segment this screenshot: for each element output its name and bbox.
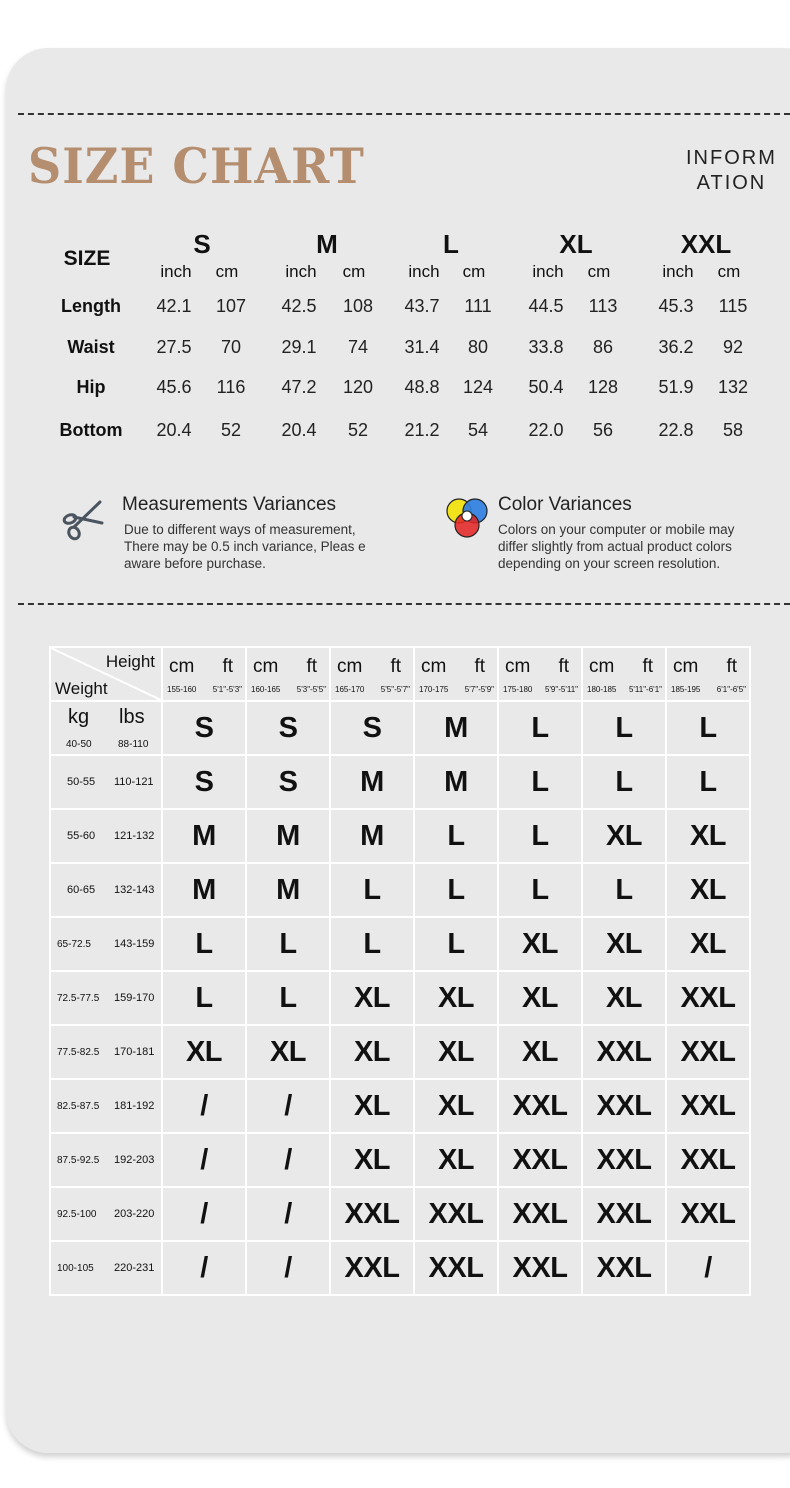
size-recommendation: S	[330, 701, 414, 755]
measurement-value: 42.5	[281, 296, 317, 316]
size-recommendation: M	[162, 863, 246, 917]
height-ft-range: 5'7"-5'9"	[464, 685, 494, 694]
weight-cell	[50, 1079, 162, 1133]
weight-kg-range: 50-55	[67, 776, 96, 788]
measurement-value: 45.3	[658, 296, 694, 316]
size-column-header: L	[443, 229, 459, 259]
height-cm-range: 165-170	[335, 685, 365, 694]
measurement-value: 44.5	[528, 296, 564, 316]
measurement-value: 27.5	[156, 337, 192, 357]
size-recommendation: /	[666, 1241, 750, 1295]
information-line-2: ATION	[696, 172, 767, 194]
measurement-variances-text	[124, 521, 366, 572]
measurement-value: 51.9	[658, 377, 694, 397]
weight-lbs-range: 121-132	[114, 830, 155, 842]
cm-label: cm	[169, 656, 195, 677]
measurement-value: 92	[722, 337, 744, 357]
measurement-variances-title: Measurements Variances	[122, 494, 337, 515]
height-header-cell	[247, 648, 329, 700]
weight-cell	[50, 917, 162, 971]
weight-lbs-range: 170-181	[114, 1046, 155, 1058]
cm-label: cm	[589, 656, 615, 677]
weight-cell	[50, 755, 162, 809]
weight-cell	[50, 1187, 162, 1241]
measurement-value: 70	[220, 337, 242, 357]
table-row	[50, 1025, 750, 1079]
size-recommendation: XXL	[498, 1187, 582, 1241]
size-recommendation: XXL	[582, 1025, 666, 1079]
size-recommendation: /	[162, 1241, 246, 1295]
weight-cell	[50, 809, 162, 863]
measurement-row-label: Bottom	[59, 420, 123, 440]
table-row	[50, 755, 750, 809]
size-recommendation: XL	[246, 1025, 330, 1079]
measurement-value: 42.1	[156, 296, 192, 316]
size-recommendation: M	[162, 809, 246, 863]
measurement-value: 50.4	[528, 377, 564, 397]
weight-range	[51, 810, 161, 862]
color-text-line: differ slightly from actual product colors	[498, 539, 732, 554]
measurement-value: 21.2	[404, 420, 440, 440]
top-divider	[18, 113, 790, 115]
size-recommendation: XL	[414, 1025, 498, 1079]
table-row	[50, 863, 750, 917]
size-recommendation: XL	[582, 917, 666, 971]
corner-diagonal	[51, 648, 161, 700]
size-recommendation: XL	[414, 1133, 498, 1187]
ft-label: ft	[474, 656, 485, 677]
weight-range	[51, 1080, 161, 1132]
weight-label: Weight	[55, 679, 108, 698]
size-recommendation: L	[498, 701, 582, 755]
unit-inch-label: inch	[662, 262, 694, 281]
header-row	[50, 647, 750, 701]
table-row	[50, 809, 750, 863]
size-recommendation: S	[162, 701, 246, 755]
size-recommendation: S	[246, 755, 330, 809]
weight-lbs-range: 192-203	[114, 1154, 155, 1166]
measurement-value: 33.8	[528, 337, 564, 357]
weight-range	[51, 756, 161, 808]
height-header-cell	[415, 648, 497, 700]
size-recommendation: XL	[330, 1025, 414, 1079]
table-row	[50, 701, 750, 755]
size-recommendation: XL	[414, 971, 498, 1025]
height-ft-range: 5'9"-5'11"	[544, 685, 578, 694]
height-label: Height	[105, 652, 155, 671]
size-recommendation: XL	[162, 1025, 246, 1079]
size-recommendation: L	[414, 863, 498, 917]
size-recommendation: M	[246, 863, 330, 917]
height-cm-range: 185-195	[671, 685, 701, 694]
color-text-line: depending on your screen resolution.	[498, 556, 721, 571]
weight-kg-range: 100-105	[57, 1262, 94, 1274]
weight-kg-range: 87.5-92.5	[57, 1154, 100, 1166]
size-recommendation: S	[162, 755, 246, 809]
size-recommendation: XL	[330, 1079, 414, 1133]
measurement-value: 132	[717, 377, 749, 397]
cm-label: cm	[673, 656, 699, 677]
weight-kg-range: 55-60	[67, 830, 96, 842]
color-wheel-icon	[443, 497, 491, 548]
size-recommendation: L	[330, 863, 414, 917]
measurement-value: 124	[462, 377, 494, 397]
weight-range	[51, 1188, 161, 1240]
weight-cell	[50, 1133, 162, 1187]
size-recommendation: XXL	[666, 1187, 750, 1241]
measurement-text-line: aware before purchase.	[124, 556, 266, 571]
weight-range	[51, 918, 161, 970]
size-recommendation: XL	[498, 917, 582, 971]
size-recommendation: XXL	[666, 971, 750, 1025]
measurement-value: 108	[342, 296, 374, 316]
unit-inch-label: inch	[408, 262, 440, 281]
measurement-value: 36.2	[658, 337, 694, 357]
weight-kg-range: 77.5-82.5	[57, 1046, 100, 1058]
measurement-value: 56	[592, 420, 614, 440]
size-recommendation: XXL	[666, 1025, 750, 1079]
size-recommendation: L	[498, 755, 582, 809]
height-column-header	[246, 647, 330, 701]
weight-kg-range: 40-50	[66, 739, 92, 750]
size-recommendation: L	[330, 917, 414, 971]
weight-kg-range: 92.5-100	[57, 1208, 97, 1220]
size-recommendation: L	[246, 971, 330, 1025]
height-header-cell	[583, 648, 665, 700]
measurement-value: 22.8	[658, 420, 694, 440]
measurement-value: 43.7	[404, 296, 440, 316]
measurement-value: 20.4	[281, 420, 317, 440]
unit-inch-label: inch	[532, 262, 564, 281]
cm-label: cm	[421, 656, 447, 677]
size-column-header: XXL	[680, 229, 732, 259]
size-recommendation: XL	[330, 971, 414, 1025]
measurement-value: 48.8	[404, 377, 440, 397]
cm-label: cm	[337, 656, 363, 677]
size-recommendation: L	[582, 863, 666, 917]
measurement-value: 128	[587, 377, 619, 397]
weight-kg-range: 60-65	[67, 884, 96, 896]
weight-lbs-range: 132-143	[114, 884, 155, 896]
size-recommendation: L	[582, 755, 666, 809]
height-cm-range: 175-180	[503, 685, 533, 694]
size-recommendation: M	[330, 809, 414, 863]
weight-lbs-range: 110-121	[114, 776, 154, 788]
size-recommendation: L	[498, 809, 582, 863]
cm-label: cm	[253, 656, 279, 677]
table-row	[50, 1133, 750, 1187]
unit-inch-label: inch	[285, 262, 317, 281]
size-recommendation: /	[162, 1079, 246, 1133]
measurement-value: 74	[347, 337, 369, 357]
ft-label: ft	[558, 656, 569, 677]
table-row	[50, 1079, 750, 1133]
lbs-label: lbs	[119, 706, 145, 728]
height-header-cell	[667, 648, 749, 700]
middle-divider	[18, 603, 790, 605]
size-recommendation: /	[162, 1133, 246, 1187]
measurement-value: 107	[215, 296, 247, 316]
weight-lbs-range: 220-231	[114, 1262, 155, 1274]
size-recommendation: XL	[582, 971, 666, 1025]
size-recommendation: L	[246, 917, 330, 971]
measurement-row-label: Hip	[76, 377, 106, 397]
measurement-value: 45.6	[156, 377, 192, 397]
weight-lbs-range: 159-170	[114, 992, 155, 1004]
size-recommendation: L	[414, 809, 498, 863]
weight-range	[51, 1134, 161, 1186]
size-recommendation: /	[162, 1187, 246, 1241]
size-recommendation: XXL	[330, 1241, 414, 1295]
measurement-text-line: Due to different ways of measurement,	[124, 522, 356, 537]
size-recommendation: XXL	[414, 1187, 498, 1241]
size-recommendation: /	[246, 1187, 330, 1241]
size-recommendation: M	[330, 755, 414, 809]
cm-label: cm	[505, 656, 531, 677]
size-recommendation: XL	[666, 863, 750, 917]
measurement-value: 116	[216, 377, 246, 397]
header-corner	[50, 647, 162, 701]
measurement-value: 31.4	[404, 337, 440, 357]
size-recommendation: /	[246, 1133, 330, 1187]
table-row	[50, 1187, 750, 1241]
ft-label: ft	[306, 656, 317, 677]
weight-lbs-range: 143-159	[114, 938, 155, 950]
measurement-value: 113	[588, 296, 618, 316]
measurement-value: 22.0	[528, 420, 564, 440]
color-variances-title: Color Variances	[498, 494, 632, 515]
weight-lbs-range: 88-110	[118, 739, 149, 750]
size-recommendation: XXL	[582, 1079, 666, 1133]
unit-cm-label: cm	[587, 262, 611, 281]
weight-range	[51, 1242, 161, 1294]
weight-range	[51, 1026, 161, 1078]
height-cm-range: 170-175	[419, 685, 449, 694]
height-column-header	[666, 647, 750, 701]
size-recommendation: XL	[666, 917, 750, 971]
size-recommendation: M	[414, 755, 498, 809]
height-weight-fit-table	[49, 646, 751, 1296]
size-recommendation: XL	[666, 809, 750, 863]
height-ft-range: 5'11"-6'1"	[628, 685, 662, 694]
size-recommendation: L	[498, 863, 582, 917]
weight-range	[51, 972, 161, 1024]
size-recommendation: XXL	[666, 1079, 750, 1133]
size-recommendation: XXL	[582, 1187, 666, 1241]
weight-lbs-range: 181-192	[114, 1100, 155, 1112]
size-recommendation: M	[414, 701, 498, 755]
height-ft-range: 6'1"-6'5"	[716, 685, 746, 694]
size-recommendation: XXL	[498, 1079, 582, 1133]
size-recommendation: XXL	[582, 1241, 666, 1295]
height-header-cell	[331, 648, 413, 700]
unit-cm-label: cm	[462, 262, 486, 281]
scissors-icon	[60, 497, 108, 550]
color-variances-text	[498, 521, 734, 572]
height-column-header	[162, 647, 246, 701]
unit-inch-label: inch	[160, 262, 192, 281]
measurement-value: 29.1	[281, 337, 317, 357]
size-recommendation: XXL	[666, 1133, 750, 1187]
weight-cell	[50, 1241, 162, 1295]
height-header-cell	[499, 648, 581, 700]
ft-label: ft	[726, 656, 737, 677]
measurement-value: 52	[347, 420, 369, 440]
unit-cm-label: cm	[717, 262, 741, 281]
measurement-value: 86	[592, 337, 614, 357]
unit-cm-label: cm	[342, 262, 366, 281]
size-recommendation: XXL	[498, 1241, 582, 1295]
color-text-line: Colors on your computer or mobile may	[498, 522, 735, 537]
table-row	[50, 1241, 750, 1295]
weight-kg-range: 82.5-87.5	[57, 1100, 100, 1112]
size-recommendation: L	[582, 701, 666, 755]
measurement-row-label: Waist	[67, 337, 115, 357]
measurement-value: 115	[718, 296, 748, 316]
measurement-value: 20.4	[156, 420, 192, 440]
height-cm-range: 180-185	[587, 685, 617, 694]
size-recommendation: XL	[414, 1079, 498, 1133]
height-ft-range: 5'1"-5'3"	[212, 685, 242, 694]
size-recommendation: XL	[330, 1133, 414, 1187]
size-recommendation: /	[246, 1079, 330, 1133]
size-recommendation: L	[666, 701, 750, 755]
measurement-value: 120	[342, 377, 374, 397]
size-recommendation: XXL	[414, 1241, 498, 1295]
size-recommendation: L	[666, 755, 750, 809]
ft-label: ft	[390, 656, 401, 677]
table-row	[50, 917, 750, 971]
size-recommendation: XL	[498, 1025, 582, 1079]
height-ft-range: 5'5"-5'7"	[380, 685, 410, 694]
measurement-value: 111	[464, 296, 492, 316]
size-recommendation: L	[162, 917, 246, 971]
size-recommendation: XL	[582, 809, 666, 863]
page-title: SIZE CHART	[28, 138, 365, 195]
ft-label: ft	[642, 656, 653, 677]
size-recommendation: XXL	[582, 1133, 666, 1187]
size-recommendation: L	[162, 971, 246, 1025]
measurement-value: 47.2	[281, 377, 317, 397]
height-ft-range: 5'3"-5'5"	[296, 685, 326, 694]
height-header-cell	[163, 648, 245, 700]
measurement-value: 52	[220, 420, 242, 440]
measurement-text-line: There may be 0.5 inch variance, Pleas e	[124, 539, 366, 554]
weight-cell	[50, 1025, 162, 1079]
weight-cell	[50, 863, 162, 917]
weight-range	[51, 702, 161, 754]
measurement-row-label: Length	[61, 296, 121, 316]
ft-label: ft	[222, 656, 233, 677]
size-recommendation: XXL	[330, 1187, 414, 1241]
size-header-label: SIZE	[63, 247, 111, 270]
height-column-header	[414, 647, 498, 701]
size-recommendation: XXL	[498, 1133, 582, 1187]
height-column-header	[498, 647, 582, 701]
height-cm-range: 160-165	[251, 685, 281, 694]
measurement-value: 54	[467, 420, 489, 440]
weight-lbs-range: 203-220	[114, 1208, 155, 1220]
size-recommendation: XL	[498, 971, 582, 1025]
measurement-value: 58	[722, 420, 744, 440]
size-recommendation: /	[246, 1241, 330, 1295]
height-column-header	[330, 647, 414, 701]
size-recommendation: S	[246, 701, 330, 755]
weight-kg-range: 72.5-77.5	[57, 992, 100, 1004]
kg-label: kg	[68, 706, 90, 728]
information-line-1: INFORM	[686, 147, 777, 169]
unit-cm-label: cm	[215, 262, 239, 281]
measurement-value: 80	[467, 337, 489, 357]
size-column-header: M	[316, 229, 338, 259]
information-label	[686, 146, 777, 196]
weight-cell	[50, 701, 162, 755]
height-cm-range: 155-160	[167, 685, 197, 694]
size-recommendation: M	[246, 809, 330, 863]
size-column-header: S	[193, 229, 211, 259]
size-recommendation: L	[414, 917, 498, 971]
height-column-header	[582, 647, 666, 701]
weight-cell	[50, 971, 162, 1025]
weight-kg-range: 65-72.5	[57, 938, 91, 950]
weight-range	[51, 864, 161, 916]
table-row	[50, 971, 750, 1025]
size-column-header: XL	[559, 229, 593, 259]
